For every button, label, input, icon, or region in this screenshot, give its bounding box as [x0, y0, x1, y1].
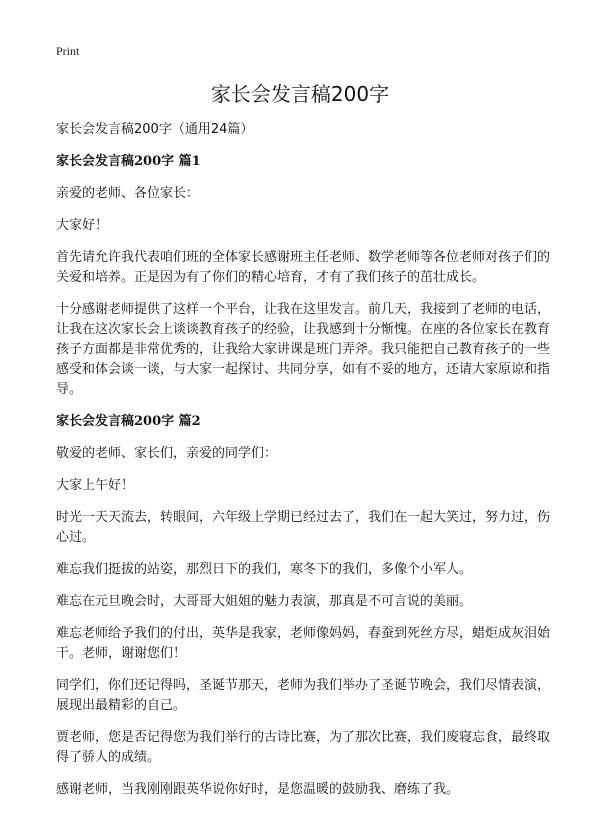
- section2-paragraph-8: 贾老师，您是否记得您为我们举行的古诗比赛，为了那次比赛，我们废寝忘食，最终取得了骄人的成绩。: [56, 730, 551, 765]
- section2-paragraph-9: 感谢老师，当我刚刚跟英华说你好时，是您温暖的鼓励我、磨练了我。: [56, 782, 460, 797]
- section2-paragraph-5: 难忘在元旦晚会时，大哥哥大姐姐的魅力表演，那真是不可言说的美丽。: [56, 594, 473, 609]
- article-body: [56, 120, 550, 812]
- section2-hello: 大家上午好！: [56, 478, 135, 493]
- section2-paragraph-6: 难忘老师给予我们的付出，英华是我家，老师像妈妈，春蚕到死丝方尽，蜡炬成灰泪始干。老师，谢谢您们！: [56, 626, 551, 661]
- section2-paragraph-7: 同学们，你们还记得吗，圣诞节那天，老师为我们举办了圣诞节晚会，我们尽情表演，展现出最精彩的自己。: [56, 678, 551, 713]
- section1-hello: 大家好！: [56, 218, 109, 233]
- section2-paragraph-3: 时光一天天流去，转眼间，六年级上学期已经过去了，我们在一起大笑过，努力过，伤心过。: [56, 510, 551, 545]
- section-heading-1: 家长会发言稿200字 篇1: [56, 154, 201, 169]
- section1-greeting: 亲爱的老师、各位家长：: [56, 186, 200, 201]
- section2-greeting: 敬爱的老师、家长们，亲爱的同学们：: [56, 446, 278, 461]
- page-title: 家长会发言稿200字: [210, 82, 390, 106]
- article-subtitle: 家长会发言稿200字（通用24篇）: [56, 122, 254, 137]
- section2-paragraph-4: 难忘我们挺拔的站姿，那烈日下的我们，寒冬下的我们，多像个小军人。: [56, 562, 473, 577]
- section1-paragraph-3: 首先请允许我代表咱们班的全体家长感谢班主任老师、数学老师等各位老师对孩子们的关爱和培养。正是因为有了你们的精心培育，才有了我们孩子的茁壮成长。: [56, 250, 551, 285]
- print-link[interactable]: Print: [56, 44, 80, 58]
- section1-paragraph-4: 十分感谢老师提供了这样一个平台，让我在这里发言。前几天，我接到了老师的电话，让我在这次家长会上谈谈教育孩子的经验，让我感到十分惭愧。在座的各位家长在教育孩子方面都是非常优秀的，让我给大家讲课是班门弄斧。我只能把自己教育孩子的一些感受和体会谈一谈，与大家一起探讨、共同分享，如有不妥的地方，还请大家原谅和指导。: [56, 302, 551, 397]
- section-heading-2: 家长会发言稿200字 篇2: [56, 414, 201, 429]
